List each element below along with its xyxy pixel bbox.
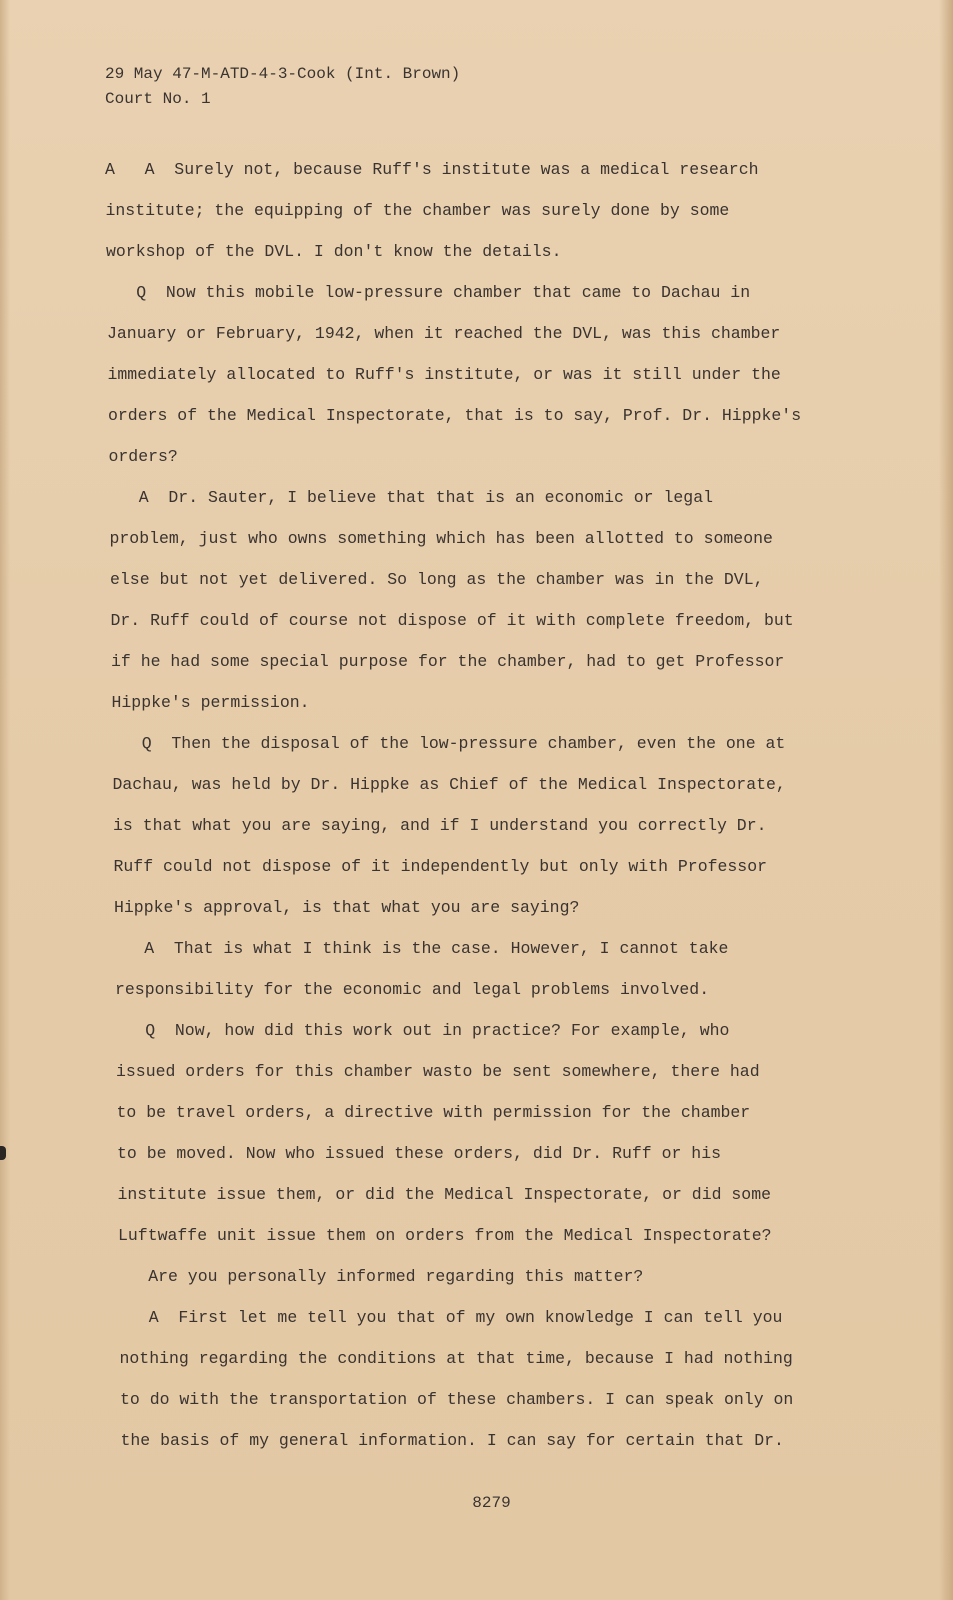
transcript-line: orders? xyxy=(108,447,178,466)
transcript-line: the basis of my general information. I can say for certain that Dr. xyxy=(120,1431,784,1450)
transcript-line: A Dr. Sauter, I believe that that is an economic or legal xyxy=(109,488,713,507)
binding-hole xyxy=(0,1146,6,1160)
header-line-2: Court No. 1 xyxy=(105,90,211,108)
transcript-line: is that what you are saying, and if I understand you correctly Dr. xyxy=(113,816,767,835)
transcript-line: problem, just who owns something which has been allotted to someone xyxy=(109,529,773,548)
transcript-line: Q Now this mobile low-pressure chamber that came to Dachau in xyxy=(106,283,751,302)
transcript-line: A A Surely not, because Ruff's institute was a medical research xyxy=(105,160,759,179)
transcript-line: Dr. Ruff could of course not dispose of it with complete freedom, but xyxy=(110,611,794,630)
transcript-line: A First let me tell you that of my own knowledge I can tell you xyxy=(119,1308,783,1327)
transcript-line: immediately allocated to Ruff's institute, or was it still under the xyxy=(107,365,781,384)
transcript-line: issued orders for this chamber wasto be sent somewhere, there had xyxy=(116,1062,760,1081)
page-number: 8279 xyxy=(472,1494,511,1512)
document-header xyxy=(105,62,460,112)
transcript-line: to do with the transportation of these chambers. I can speak only on xyxy=(120,1390,794,1409)
transcript-line: Dachau, was held by Dr. Hippke as Chief of the Medical Inspectorate, xyxy=(112,775,786,794)
transcript-line: to be travel orders, a directive with permission for the chamber xyxy=(116,1103,751,1122)
transcript-line: Q Now, how did this work out in practice? For example, who xyxy=(115,1021,730,1040)
transcript-line: Ruff could not dispose of it independently but only with Professor xyxy=(113,857,768,876)
transcript-line: responsibility for the economic and legal problems involved. xyxy=(115,980,710,999)
transcript-line: else but not yet delivered. So long as the chamber was in the DVL, xyxy=(110,570,764,589)
transcript-line: workshop of the DVL. I don't know the details. xyxy=(106,242,562,261)
transcript-line: A That is what I think is the case. However, I cannot take xyxy=(114,939,729,958)
header-line-1: 29 May 47-M-ATD-4-3-Cook (Int. Brown) xyxy=(105,65,461,83)
transcript-line: nothing regarding the conditions at that time, because I had nothing xyxy=(119,1349,793,1368)
transcript-line: institute issue them, or did the Medical Inspectorate, or did some xyxy=(117,1185,772,1204)
transcript-line: institute; the equipping of the chamber was surely done by some xyxy=(105,201,730,220)
transcript-line: if he had some special purpose for the chamber, had to get Professor xyxy=(111,652,785,671)
page-footer xyxy=(0,1494,953,1512)
paper-left-edge xyxy=(0,0,10,1600)
transcript-line: Hippke's permission. xyxy=(111,693,310,712)
transcript-line: Are you personally informed regarding this matter? xyxy=(118,1267,644,1286)
transcript-line: Luftwaffe unit issue them on orders from the Medical Inspectorate? xyxy=(118,1226,772,1245)
transcript-line: Q Then the disposal of the low-pressure chamber, even the one at xyxy=(112,734,786,753)
paper-right-edge xyxy=(939,0,953,1600)
transcript-line: orders of the Medical Inspectorate, that is to say, Prof. Dr. Hippke's xyxy=(108,406,802,425)
transcript-line: January or February, 1942, when it reached the DVL, was this chamber xyxy=(107,324,781,343)
transcript-line: to be moved. Now who issued these orders, did Dr. Ruff or his xyxy=(117,1144,721,1163)
transcript-line: Hippke's approval, is that what you are saying? xyxy=(114,898,580,917)
